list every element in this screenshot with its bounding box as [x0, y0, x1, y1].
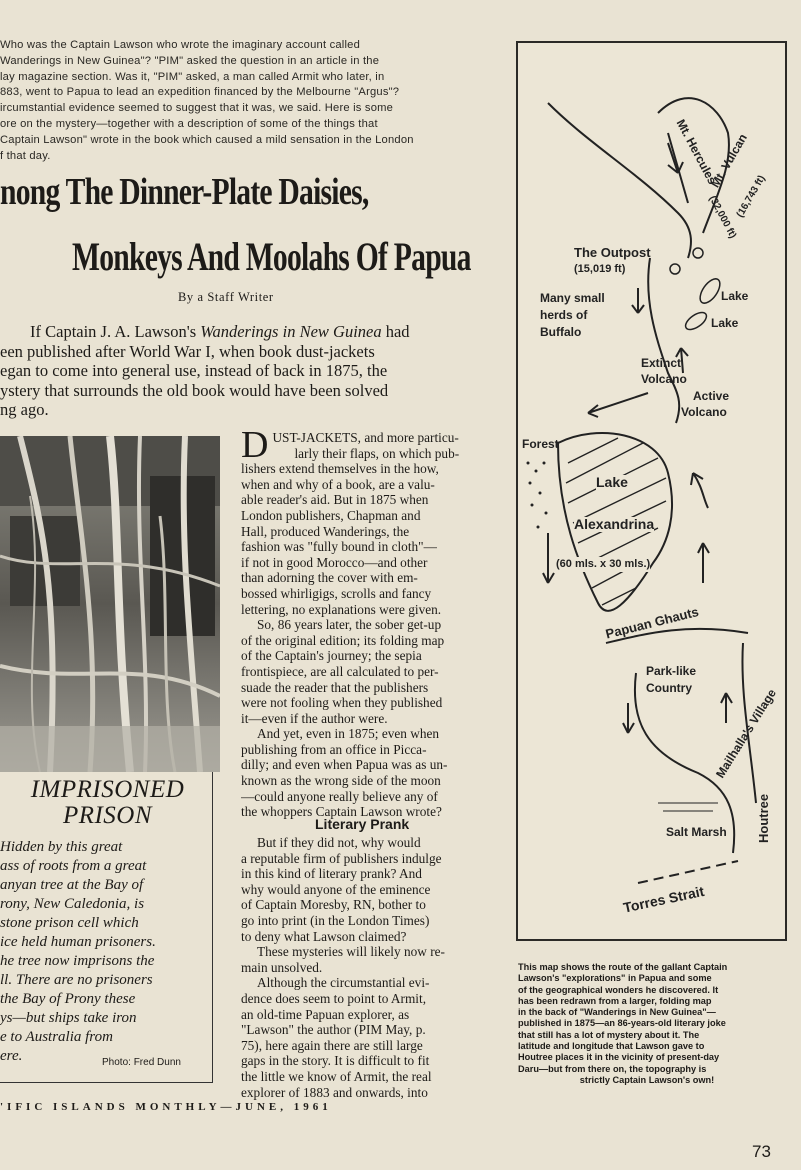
article-line: of the Captain's journey; the sepia [241, 648, 422, 664]
article-line: fashion was "fully bound in cloth"— [241, 539, 437, 555]
map-label-alexandrina: Alexandrina [574, 516, 655, 532]
intro-line: f that day. [0, 149, 51, 162]
map-label-outpost-height: (15,019 ft) [574, 263, 626, 275]
map-label-forest: Forest [522, 437, 559, 451]
map-label-park: Park-like [646, 664, 697, 678]
map-caption-line: of the geographical wonders he discovered. It [518, 984, 719, 995]
photo-credit: Photo: Fred Dunn [102, 1057, 181, 1068]
article-line: to deny what Lawson claimed? [241, 928, 407, 944]
caption-line: ice held human prisoners. [0, 934, 156, 950]
caption-line: ass of roots from a great [0, 858, 147, 874]
map-label-buffalo: herds of [540, 308, 588, 322]
map-caption-line: Houtree places it in the vicinity of present-day [518, 1052, 720, 1063]
article-line: when and why of a book, are a valu- [241, 476, 435, 492]
article-line: of Captain Moresby, RN, bother to [241, 897, 426, 913]
map-label-buffalo: Buffalo [540, 325, 582, 339]
map-caption-line: Lawson's "explorations" in Papua and some [518, 973, 712, 984]
subhead-literary-prank: Literary Prank [315, 816, 410, 832]
article-line: gaps in the story. It is difficult to fit [241, 1053, 430, 1069]
map-label-outpost: The Outpost [574, 245, 651, 260]
article-line: an old-time Papuan explorer, as [241, 1006, 410, 1022]
article-line: And yet, even in 1875; even when [257, 726, 440, 742]
page-number: 73 [752, 1142, 771, 1161]
map-drawing [518, 43, 785, 939]
article-line: larly their flaps, on which pub- [294, 445, 460, 461]
intro-line: lay magazine section. Was it, "PIM" asked, a man called Armit who later, in [0, 70, 385, 83]
caption-title-line: PRISON [62, 802, 153, 829]
intro-line: ore on the mystery—together with a description of some of the things that [0, 117, 378, 130]
caption-line: the Bay of Prony these [0, 991, 136, 1007]
map-label-lake-big: Lake [596, 474, 628, 490]
caption-line: anyan tree at the Bay of [0, 877, 144, 893]
article-line: if not in good Morocco—and other [241, 554, 428, 570]
article-line: the little we know of Armit, the real [241, 1068, 432, 1084]
map-caption-line: that still has a lot of mystery about it. The [518, 1029, 700, 1040]
map-label-active-volcano: Active [693, 389, 730, 403]
map-label-extinct-volcano: Volcano [641, 372, 687, 386]
headline-line-1: nong The Dinner-Plate Daisies, [0, 171, 369, 213]
intro-paragraph [0, 38, 498, 164]
dropcap: D [241, 430, 269, 462]
map-label-torres-strait: Torres Strait [621, 882, 706, 916]
map-caption-line: Daru—but from there on, the topography is [518, 1063, 707, 1074]
caption-title-line: IMPRISONED [30, 776, 185, 803]
article-line: These mysteries will likely now re- [257, 944, 445, 960]
caption-line: ere. [0, 1048, 23, 1064]
map-label-lake-a: Lake [721, 289, 749, 303]
intro-line: Who was the Captain Lawson who wrote the imaginary account called [0, 39, 360, 51]
caption-line: ys—but ships take iron [0, 1010, 137, 1026]
map-label-ghauts: Papuan Ghauts [604, 603, 701, 642]
article-line: frontispiece, are all calculated to per- [241, 663, 439, 679]
article-line: known as the wrong side of the moon [241, 773, 441, 789]
map-caption-line: published in 1875—an 86-years-old literary joke [518, 1018, 726, 1029]
lede-paragraph [0, 322, 500, 420]
photo-illustration [0, 436, 220, 772]
article-line: were not fooling when they published [241, 695, 443, 711]
caption-line: Hidden by this great [0, 839, 123, 855]
article-line: lishers extend themselves in the how, [241, 461, 439, 477]
footer-publication-line: 'IFIC ISLANDS MONTHLY—JUNE, 1961 [0, 1101, 332, 1113]
article-line: lettering, no explanations were given. [241, 601, 442, 617]
lawson-route-map [516, 41, 787, 941]
map-label-buffalo: Many small [540, 291, 605, 305]
article-line: dilly; and even when Papua was as un- [241, 757, 448, 773]
article-line: go into print (in the London Times) [241, 912, 430, 928]
caption-line: he tree now imprisons the [0, 953, 155, 969]
article-line: the whoppers Captain Lawson wrote? [241, 804, 442, 820]
article-line: why would anyone of the eminence [241, 881, 431, 897]
article-line: of the original edition; its folding map [241, 632, 445, 648]
map-caption-line: latitude and longitude that Lawson gave to [518, 1041, 705, 1052]
caption-line: ll. There are no prisoners [0, 972, 153, 988]
article-line: than adorning the cover with em- [241, 570, 418, 586]
article-line: it—even if the author were. [241, 710, 388, 726]
caption-line: rony, New Caledonia, is [0, 896, 145, 912]
article-line: a reputable firm of publishers indulge [241, 850, 442, 866]
article-line: 75), here again there are still large [241, 1037, 423, 1053]
article-line: in this kind of literary prank? And [241, 866, 422, 882]
map-caption-line: in the back of "Wanderings in New Guinea"— [518, 1007, 716, 1018]
lede-line: If Captain J. A. Lawson's Wanderings in New Guinea had [30, 322, 410, 341]
article-line: Although the circumstantial evi- [257, 975, 430, 991]
map-label-active-volcano: Volcano [681, 405, 727, 419]
lede-line: ng ago. [0, 400, 49, 419]
map-label-vulcan: Mt. Vulcan [708, 131, 750, 190]
intro-line: Wanderings in New Guinea"? "PIM" asked the question in an article in the [0, 54, 380, 67]
map-label-village: Mailhalla's Village [713, 686, 779, 781]
map-caption-line: has been redrawn from a larger, folding map [518, 995, 712, 1006]
map-caption-line: This map shows the route of the gallant Captain [518, 962, 728, 972]
article-line: —could anyone really believe any of [241, 788, 438, 804]
article-line: dence does seem to point to Armit, [241, 990, 427, 1006]
article-line: bossed whirligigs, scrolls and fancy [241, 585, 432, 601]
article-line: London publishers, Chapman and [241, 507, 421, 523]
byline: By a Staff Writer [178, 290, 274, 304]
map-label-vulcan-height: (16,743 ft) [734, 173, 768, 220]
lede-line: een published after World War I, when book dust-jackets [0, 341, 375, 361]
article-line: Hall, produced Wanderings, the [241, 523, 410, 539]
article-line: publishing from an office in Picca- [241, 741, 427, 757]
intro-line: Captain Lawson" wrote in the book which caused a mild sensation in the London [0, 133, 414, 146]
article-line: So, 86 years later, the sober get-up [257, 617, 442, 633]
map-label-park: Country [646, 681, 692, 695]
article-line: able reader's aid. But in 1875 when [241, 492, 429, 508]
caption-line: stone prison cell which [0, 915, 139, 931]
article-line: "Lawson" the author (PIM May, p. [241, 1022, 426, 1038]
headline-line-2: Monkeys And Moolahs Of Papua [72, 234, 471, 279]
map-label-lake-dims: (60 mls. x 30 mls.) [556, 558, 651, 570]
article-column-part-2 [241, 835, 499, 1100]
article-line: explorer of 1883 and onwards, into [241, 1084, 428, 1100]
intro-line: 883, went to Papua to lead an expedition financed by the Melbourne "Argus"? [0, 86, 400, 99]
article-line: suade the reader that the publishers [241, 679, 429, 695]
map-label-extinct-volcano: Extinct [641, 356, 682, 370]
map-label-salt-marsh: Salt Marsh [666, 825, 727, 839]
map-label-hercules: Mt. Hercules [673, 117, 720, 187]
map-caption [518, 962, 776, 1086]
lede-line: egan to come into general use, instead of back in 1875, the [0, 361, 388, 380]
caption-line: e to Australia from [0, 1029, 113, 1045]
banyan-roots-photo [0, 436, 220, 772]
intro-line: ircumstantial evidence seemed to suggest that it was, we said. Here is some [0, 102, 394, 115]
article-line: UST-JACKETS, and more particu- [272, 430, 459, 445]
article-column-part-1 [241, 430, 499, 820]
map-label-hercules-height: (32,000 ft) [706, 193, 739, 241]
map-label-lake-b: Lake [711, 316, 739, 330]
article-line: main unsolved. [241, 959, 323, 975]
lede-line: ystery that surrounds the old book would have been solved [0, 380, 389, 400]
photo-caption-body [0, 838, 205, 1066]
photo-caption-title [0, 777, 215, 829]
map-caption-line: strictly Captain Lawson's own! [579, 1074, 715, 1085]
first-line [241, 430, 499, 461]
map-label-houtree: Houtree [756, 793, 771, 843]
article-line: But if they did not, why would [257, 835, 421, 850]
